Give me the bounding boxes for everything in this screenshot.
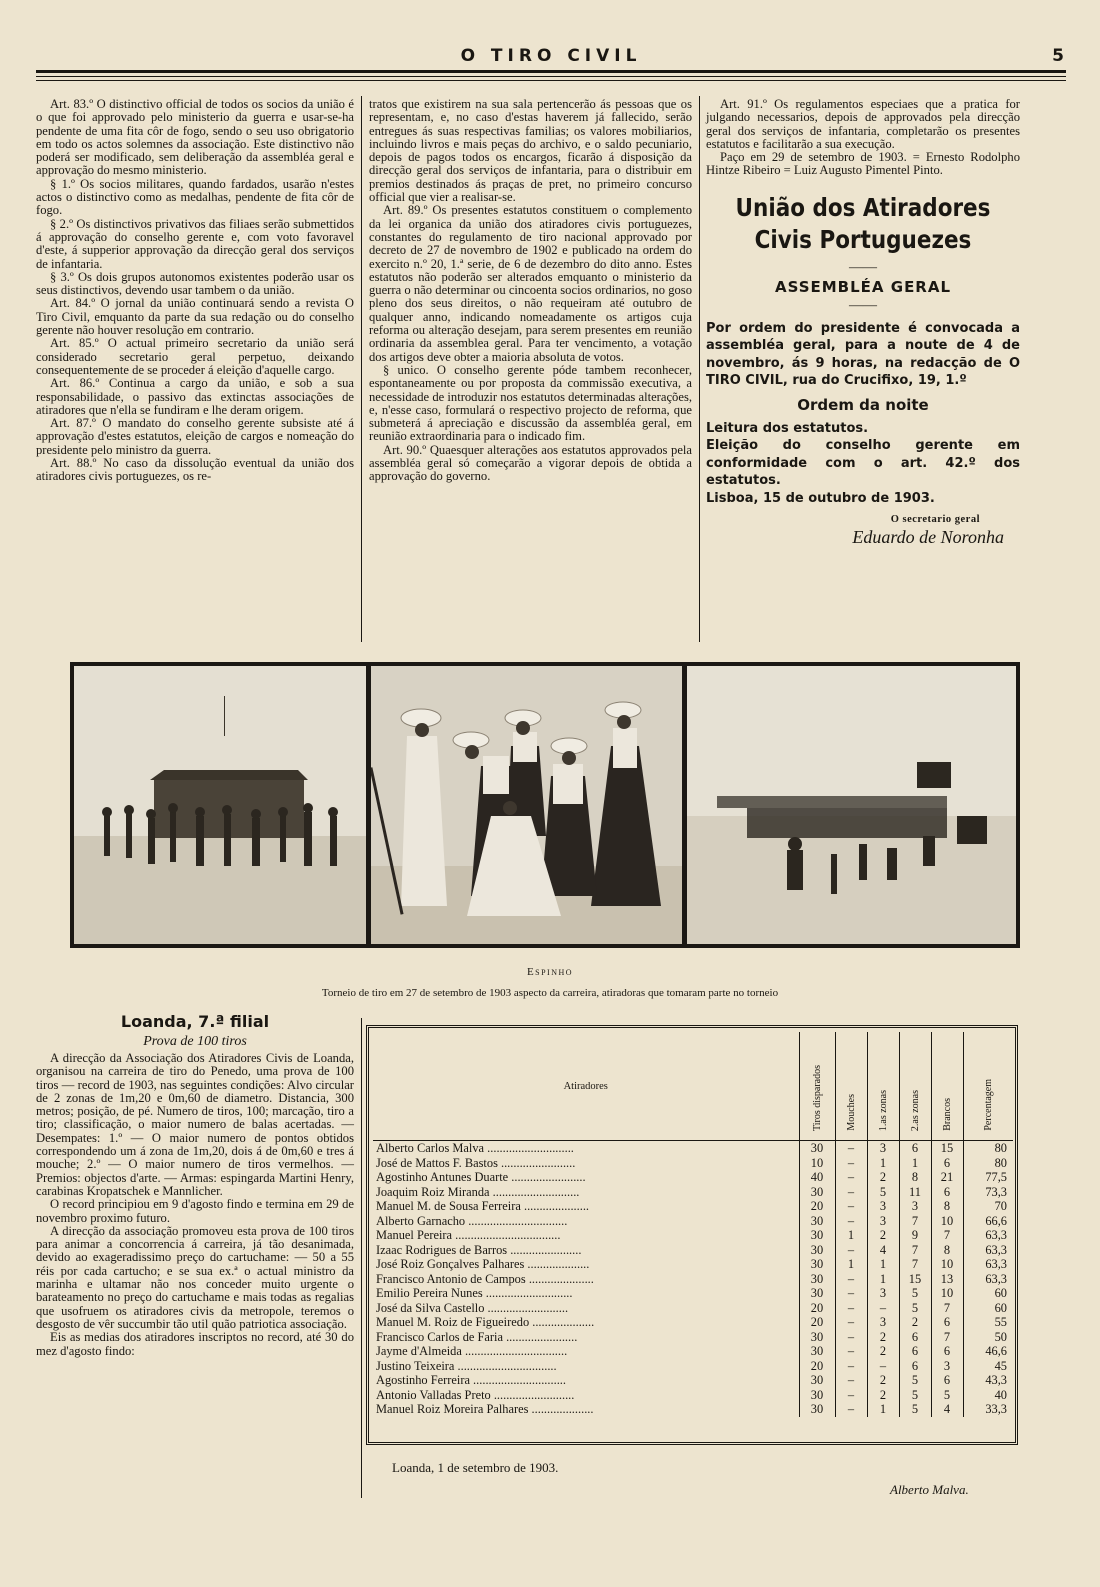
- column-notice: [706, 97, 1020, 547]
- shooter-name: Manuel Roiz Moreira Palhares ....................: [376, 1402, 594, 1416]
- table-cell: 1: [867, 1257, 899, 1272]
- header-rule-heavy: [36, 70, 1066, 73]
- table-cell: 5: [931, 1388, 963, 1403]
- notice-date: Lisboa, 15 de outubro de 1903.: [706, 490, 935, 506]
- table-cell: 5: [899, 1286, 931, 1301]
- column-divider: [361, 96, 362, 642]
- table-cell: 3: [867, 1141, 899, 1156]
- shooter-name: Manuel M. de Sousa Ferreira .....................: [376, 1199, 590, 1213]
- table-cell: 7: [899, 1243, 931, 1258]
- table-cell: –: [835, 1199, 867, 1214]
- table-cell: 10: [931, 1214, 963, 1229]
- loanda-title: Loanda, 7.ª filial: [120, 1012, 270, 1031]
- table-cell: 30: [799, 1344, 835, 1359]
- table-cell: 30: [799, 1402, 835, 1417]
- table-cell: 30: [799, 1373, 835, 1388]
- table-cell: 6: [899, 1141, 931, 1156]
- column-divider: [361, 1018, 362, 1498]
- column-header: 2.as zonas: [899, 1032, 931, 1141]
- table-cell: 60: [963, 1301, 1013, 1316]
- table-cell: 20: [799, 1301, 835, 1316]
- table-cell: 5: [899, 1402, 931, 1417]
- column-statutes-1: [36, 98, 354, 484]
- table-cell: –: [835, 1185, 867, 1200]
- shooter-name: Agostinho Antunes Duarte ........................: [376, 1170, 586, 1184]
- table-cell: 77,5: [963, 1170, 1013, 1185]
- table-cell: 63,3: [963, 1243, 1013, 1258]
- table-cell: 11: [899, 1185, 931, 1200]
- table-cell: 9: [899, 1228, 931, 1243]
- shooter-name: Manuel Pereira ..................................: [376, 1228, 561, 1242]
- paragraph: § 2.º Os distinctivos privativos das filiaes serão submettidos á approvação do conselho gerente e, com voto favoravel d'este, á supperior approvação da direcção geral dos serviços de infantaria.: [36, 216, 354, 271]
- header-rule-thin: [36, 76, 1066, 77]
- table-cell: 7: [931, 1228, 963, 1243]
- shooter-name: Emilio Pereira Nunes ............................: [376, 1286, 573, 1300]
- shooter-name: Izaac Rodrigues de Barros .......................: [376, 1242, 582, 1257]
- table-header-row: [373, 1032, 1013, 1141]
- table-cell: 63,3: [963, 1228, 1013, 1243]
- table-cell: 15: [931, 1141, 963, 1156]
- table-row: [373, 1272, 1013, 1287]
- table-cell: –: [867, 1359, 899, 1374]
- table-row: [373, 1141, 1013, 1156]
- results-table-frame: [366, 1025, 1018, 1445]
- secretary-signature: Eduardo de Noronha: [852, 526, 1004, 547]
- table-cell: 6: [899, 1330, 931, 1345]
- paragraph: Art. 86.º Continua a cargo da união, e sob a sua responsabilidade, o passivo das extinctas associações de atiradores que n'ella se fundiram e lhe deram origem.: [36, 376, 354, 417]
- table-cell: 6: [931, 1185, 963, 1200]
- table-cell: 2: [867, 1373, 899, 1388]
- table-cell: 55: [963, 1315, 1013, 1330]
- table-cell: 21: [931, 1170, 963, 1185]
- table-cell: 6: [931, 1156, 963, 1171]
- table-cell: –: [835, 1402, 867, 1417]
- table-cell: 8: [899, 1170, 931, 1185]
- table-cell: 30: [799, 1243, 835, 1258]
- separator-dash: ——: [849, 259, 877, 275]
- paragraph: Eis as medias dos atiradores inscriptos no record, até 30 do mez d'agosto findo:: [36, 1330, 354, 1358]
- table-cell: 1: [867, 1402, 899, 1417]
- table-cell: 3: [867, 1199, 899, 1214]
- table-cell: 40: [799, 1170, 835, 1185]
- agenda-item: Leitura dos estatutos.: [706, 420, 869, 436]
- table-cell: –: [835, 1243, 867, 1258]
- paragraph: tratos que existirem na sua sala pertencerão ás pessoas que os representam, e, no caso d'estas haverem já fallecido, serão entregues ás suas respectivas familias; os valores mobiliarios, incluindo livros e mais peças do archivo, e o saldo pecuniario, depois de pagos todos os encargos, ficarão á disposição da direcção geral dos serviços de infantaria, para o distribuir em premios destinados ás praças de pret, no primeiro concurso official que vier a realisar-se.: [369, 97, 692, 205]
- table-cell: 30: [799, 1228, 835, 1243]
- table-cell: 50: [963, 1330, 1013, 1345]
- table-cell: 3: [931, 1359, 963, 1374]
- header-rule-thin-2: [36, 80, 1066, 81]
- table-row: [373, 1243, 1013, 1258]
- table-row: [373, 1156, 1013, 1171]
- table-cell: 3: [867, 1286, 899, 1301]
- report-date: Loanda, 1 de setembro de 1903.: [392, 1460, 559, 1475]
- shooter-name: Francisco Carlos de Faria .......................: [376, 1329, 578, 1344]
- shooter-name: Agostinho Ferreira ..............................: [376, 1373, 566, 1387]
- paragraph: Art. 90.º Quaesquer alterações aos estatutos approvados pela assembléa geral só começarão a vigorar depois de obtida a approvação do governo.: [369, 442, 692, 484]
- table-row: [373, 1359, 1013, 1374]
- shooter-name: Joaquim Roiz Miranda ............................: [376, 1184, 580, 1199]
- shooter-name: Jayme d'Almeida .................................: [376, 1344, 568, 1358]
- paragraph: § 3.º Os dois grupos autonomos existentes poderão usar os seus distinctivos, devendo usar tambem o da união.: [36, 269, 354, 298]
- table-cell: 30: [799, 1214, 835, 1229]
- table-cell: 7: [931, 1301, 963, 1316]
- table-cell: 2: [867, 1170, 899, 1185]
- table-cell: 10: [931, 1286, 963, 1301]
- table-cell: –: [835, 1272, 867, 1287]
- table-cell: 6: [899, 1359, 931, 1374]
- table-cell: 30: [799, 1141, 835, 1156]
- table-cell: 43,3: [963, 1373, 1013, 1388]
- table-row: [373, 1228, 1013, 1243]
- table-cell: 33,3: [963, 1402, 1013, 1417]
- shooter-name: José de Mattos F. Bastos ........................: [376, 1155, 576, 1170]
- table-row: [373, 1330, 1013, 1345]
- shooter-name: José da Silva Castello ..........................: [376, 1300, 569, 1315]
- table-row: [373, 1170, 1013, 1185]
- assembly-heading: ASSEMBLÉA GERAL: [774, 277, 952, 296]
- table-cell: 7: [931, 1330, 963, 1345]
- paragraph: A direcção da Associação dos Atiradores Civis de Loanda, organisou na carreira de tiro do Penedo, uma prova de 100 tiros — record de 1903, nas seguintes condições: Alvo circular de 2 zonas de 1m,20 e 0m,60 de diametro. Distancia, 300 metros; posição, de pé. Numero de tiros, 100; marcação, tiro a tiro; classificação, o maior numero de balas acertadas. — Desempates: 1.º — O maior numero de pontos obtidos correspondendo um á zona de 1m,20, dois á de 0m,60 e tres á mouche; 2.º — O maior numero de tiros vermelhos. — Premios: objectos d'arte. — Armas: espingarda Martini Henry, carabinas Kropatschek e Mannlicher.: [36, 1051, 354, 1198]
- table-cell: 20: [799, 1315, 835, 1330]
- table-row: [373, 1301, 1013, 1316]
- shooter-name: Francisco Antonio de Campos .....................: [376, 1271, 594, 1286]
- table-cell: 1: [867, 1156, 899, 1171]
- table-cell: –: [835, 1141, 867, 1156]
- table-cell: 7: [899, 1257, 931, 1272]
- table-cell: 2: [867, 1344, 899, 1359]
- table-cell: 6: [931, 1344, 963, 1359]
- table-cell: 2: [867, 1228, 899, 1243]
- agenda-item: Eleição do conselho gerente em conformidade com o art. 42.º dos estatutos.: [706, 438, 1020, 489]
- table-cell: –: [835, 1330, 867, 1345]
- shooter-name: Alberto Garnacho ................................: [376, 1213, 568, 1228]
- table-cell: 40: [963, 1388, 1013, 1403]
- photo-caption-title: Espinho: [526, 966, 574, 978]
- paragraph: Art. 83.º O distinctivo official de todos os socios da união é o que foi approvado pelo ministerio da guerra e usar-se-ha pendente de uma fita côr de fogo, sendo o seu uso obrigatorio em todo os actos solemnes da associação. Este distinctivo não poderá ser modificado, sem deliberação da assembléa geral e approvação do mesmo ministerio.: [36, 97, 354, 178]
- table-cell: 70: [963, 1199, 1013, 1214]
- table-cell: 13: [931, 1272, 963, 1287]
- paragraph: § unico. O conselho gerente póde tambem reconhecer, espontaneamente ou por proposta da commissão executiva, a necessidade de introduzir nos estatutos determinadas alterações, e, n'esse caso, formulará o respectivo projecto de reforma, que submeterá á apreciação e discussão da assembléa geral, em reunião extraordinaria para o indicado fim.: [369, 362, 692, 444]
- table-cell: 4: [867, 1243, 899, 1258]
- table-row: [373, 1286, 1013, 1301]
- table-cell: 3: [867, 1315, 899, 1330]
- table-cell: 30: [799, 1330, 835, 1345]
- table-cell: –: [835, 1344, 867, 1359]
- paragraph: A direcção da associação promoveu esta prova de 100 tiros para animar a concorrencia á carreira, já tão desanimada, devido ao exageradissimo preço do cartuchame: — 50 a 55 réis por cada cartucho; e se sua ex.ª o actual ministro da marinha e ultamar não nos conceder muito urgente o barateamento no preço do cartuchame e mais todas as regalias que usofruem os atiradores civis da metropole, teremos o desgosto de vêr succumbir tão util quão patriotica associação.: [36, 1223, 354, 1331]
- table-cell: 60: [963, 1286, 1013, 1301]
- table-cell: 15: [899, 1272, 931, 1287]
- table-row: [373, 1214, 1013, 1229]
- table-row: [373, 1185, 1013, 1200]
- shooter-name: José Roiz Gonçalves Palhares ....................: [376, 1257, 590, 1271]
- table-cell: 73,3: [963, 1185, 1013, 1200]
- column-header: Mouches: [835, 1032, 867, 1141]
- table-cell: 20: [799, 1359, 835, 1374]
- paragraph: Art. 88.º No caso da dissolução eventual da união dos atiradores civis portuguezes, os re-: [36, 456, 354, 484]
- table-row: [373, 1344, 1013, 1359]
- table-row: [373, 1402, 1013, 1417]
- table-cell: 66,6: [963, 1214, 1013, 1229]
- convocation-text: Por ordem do presidente é convocada a assembléa geral, para a noute de 4 de novembro, ás 9 horas, na redacção de O TIRO CIVIL, rua do Crucifixo, 19, 1.º: [706, 320, 1020, 389]
- column-statutes-2: [369, 98, 692, 484]
- table-cell: 30: [799, 1185, 835, 1200]
- shooter-name: Alberto Carlos Malva ............................: [376, 1141, 574, 1155]
- shooter-name: Antonio Valladas Preto ..........................: [376, 1387, 575, 1402]
- table-cell: –: [835, 1170, 867, 1185]
- table-cell: 5: [899, 1373, 931, 1388]
- page-number: 5: [1052, 46, 1064, 66]
- table-row: [373, 1257, 1013, 1272]
- photo-caption: Torneio de tiro em 27 de setembro de 1903 aspecto da carreira, atiradoras que tomaram parte no torneio: [321, 987, 779, 999]
- table-cell: 30: [799, 1286, 835, 1301]
- paragraph: O record principiou em 9 d'agosto findo e termina em 29 de novembro proximo futuro.: [36, 1197, 354, 1225]
- column-loanda: [36, 1012, 354, 1358]
- table-cell: –: [835, 1301, 867, 1316]
- table-cell: 6: [931, 1315, 963, 1330]
- table-cell: –: [867, 1301, 899, 1316]
- table-cell: 2: [867, 1388, 899, 1403]
- paragraph: § 1.º Os socios militares, quando fardados, usarão n'estes actos o distinctivo como as medalhas, pendente de fita côr de fogo.: [36, 176, 354, 218]
- table-cell: 7: [899, 1214, 931, 1229]
- masthead: [36, 44, 1066, 66]
- journal-title: O TIRO CIVIL: [460, 46, 642, 66]
- paragraph: Art. 85.º O actual primeiro secretario da união será considerado secretario geral perpetuo, deixando consequentemente de se proceder á eleição d'aquelle cargo.: [36, 336, 354, 377]
- shooter-name: Justino Teixeira ................................: [376, 1358, 557, 1373]
- table-cell: 5: [899, 1388, 931, 1403]
- table-cell: 30: [799, 1257, 835, 1272]
- table-cell: 8: [931, 1243, 963, 1258]
- table-cell: –: [835, 1359, 867, 1374]
- shooter-name: Manuel M. Roiz de Figueiredo ....................: [376, 1315, 595, 1329]
- table-cell: 10: [799, 1156, 835, 1171]
- photo-women-shooters: [371, 666, 682, 944]
- table-row: [373, 1199, 1013, 1214]
- table-cell: 8: [931, 1199, 963, 1214]
- table-cell: 3: [867, 1214, 899, 1229]
- table-cell: 2: [867, 1330, 899, 1345]
- table-cell: 45: [963, 1359, 1013, 1374]
- paragraph: Art. 89.º Os presentes estatutos constituem o complemento da lei organica da união dos atiradores civis portuguezes, constantes do regulamento de tiro nacional approvado por decreto de 27 de novembro de 1902 e publicado na ordem do exercito n.º 20, 1.ª serie, de 6 de dezembro do dito anno. Estes estatutos não poderão ser alterados emquanto o ministerio da guerra o não determinar ou cincoenta socios ordinarios, no goso pleno dos seus direitos, o não requeiram até outubro de qualquer anno, indicando nomeadamente os artigos cuja reforma ou alteração desejam, para serem presentes em reunião ordinaria da assemblea geral. Para ter vencimento, a votação dos artigos deve obter a maioria absoluta de votos.: [369, 203, 692, 364]
- paragraph: Art. 84.º O jornal da união continuará sendo a revista O Tiro Civil, emquanto da parte da sua redação ou do conselho gerente não houver resolução em contrario.: [36, 296, 354, 338]
- column-header: 1.as zonas: [867, 1032, 899, 1141]
- table-cell: 80: [963, 1156, 1013, 1171]
- table-cell: –: [835, 1373, 867, 1388]
- photo-strip: [70, 662, 1020, 948]
- table-cell: –: [835, 1286, 867, 1301]
- table-cell: 63,3: [963, 1272, 1013, 1287]
- table-cell: 30: [799, 1388, 835, 1403]
- table-cell: 46,6: [963, 1344, 1013, 1359]
- table-cell: 4: [931, 1402, 963, 1417]
- agenda-heading: Ordem da noite: [797, 395, 929, 414]
- table-cell: 5: [899, 1301, 931, 1316]
- table-row: [373, 1388, 1013, 1403]
- column-header: Tiros disparados: [799, 1032, 835, 1141]
- table-cell: 20: [799, 1199, 835, 1214]
- table-cell: 80: [963, 1141, 1013, 1156]
- table-cell: 1: [867, 1272, 899, 1287]
- table-cell: 2: [899, 1315, 931, 1330]
- photo-shooting-range: [74, 666, 366, 944]
- column-header: Brancos: [931, 1032, 963, 1141]
- table-cell: 5: [867, 1185, 899, 1200]
- table-cell: –: [835, 1315, 867, 1330]
- table-cell: –: [835, 1156, 867, 1171]
- article-91: Art. 91.º Os regulamentos especiaes que a pratica for julgando necessarios, depois de approvados pela direcção geral dos serviços de infantaria, completarão os presentes estatutos e facilitarão a sua execução.: [706, 97, 1020, 151]
- table-cell: 3: [899, 1199, 931, 1214]
- report-signature: Alberto Malva.: [890, 1482, 969, 1497]
- table-cell: 6: [899, 1344, 931, 1359]
- table-cell: –: [835, 1214, 867, 1229]
- notice-title: União dos Atiradores Civis Portuguezes: [735, 192, 991, 254]
- secretary-title: O secretario geral: [890, 514, 980, 526]
- photo-beach-range: [687, 666, 1016, 944]
- results-table: [373, 1032, 1013, 1417]
- paragraph: Art. 87.º O mandato do conselho gerente subsiste até á approvação d'estes estatutos, eleição de cargos e nomeação do presidente pelo ministro da guerra.: [36, 416, 354, 457]
- table-cell: –: [835, 1388, 867, 1403]
- table-cell: 6: [931, 1373, 963, 1388]
- table-cell: 30: [799, 1272, 835, 1287]
- table-cell: 1: [899, 1156, 931, 1171]
- column-header: Percentagem: [963, 1032, 1013, 1141]
- table-cell: 1: [835, 1257, 867, 1272]
- column-divider: [699, 96, 700, 642]
- separator-dash: ——: [849, 297, 877, 313]
- column-header-shooters: Atiradores: [373, 1032, 799, 1141]
- loanda-subtitle: Prova de 100 tiros: [143, 1034, 247, 1049]
- table-cell: 63,3: [963, 1257, 1013, 1272]
- table-row: [373, 1315, 1013, 1330]
- table-cell: 1: [835, 1228, 867, 1243]
- table-cell: 10: [931, 1257, 963, 1272]
- table-row: [373, 1373, 1013, 1388]
- signing-date: Paço em 29 de setembro de 1903. = Ernesto Rodolpho Hintze Ribeiro = Luiz Augusto Pimentel Pinto.: [706, 150, 1020, 178]
